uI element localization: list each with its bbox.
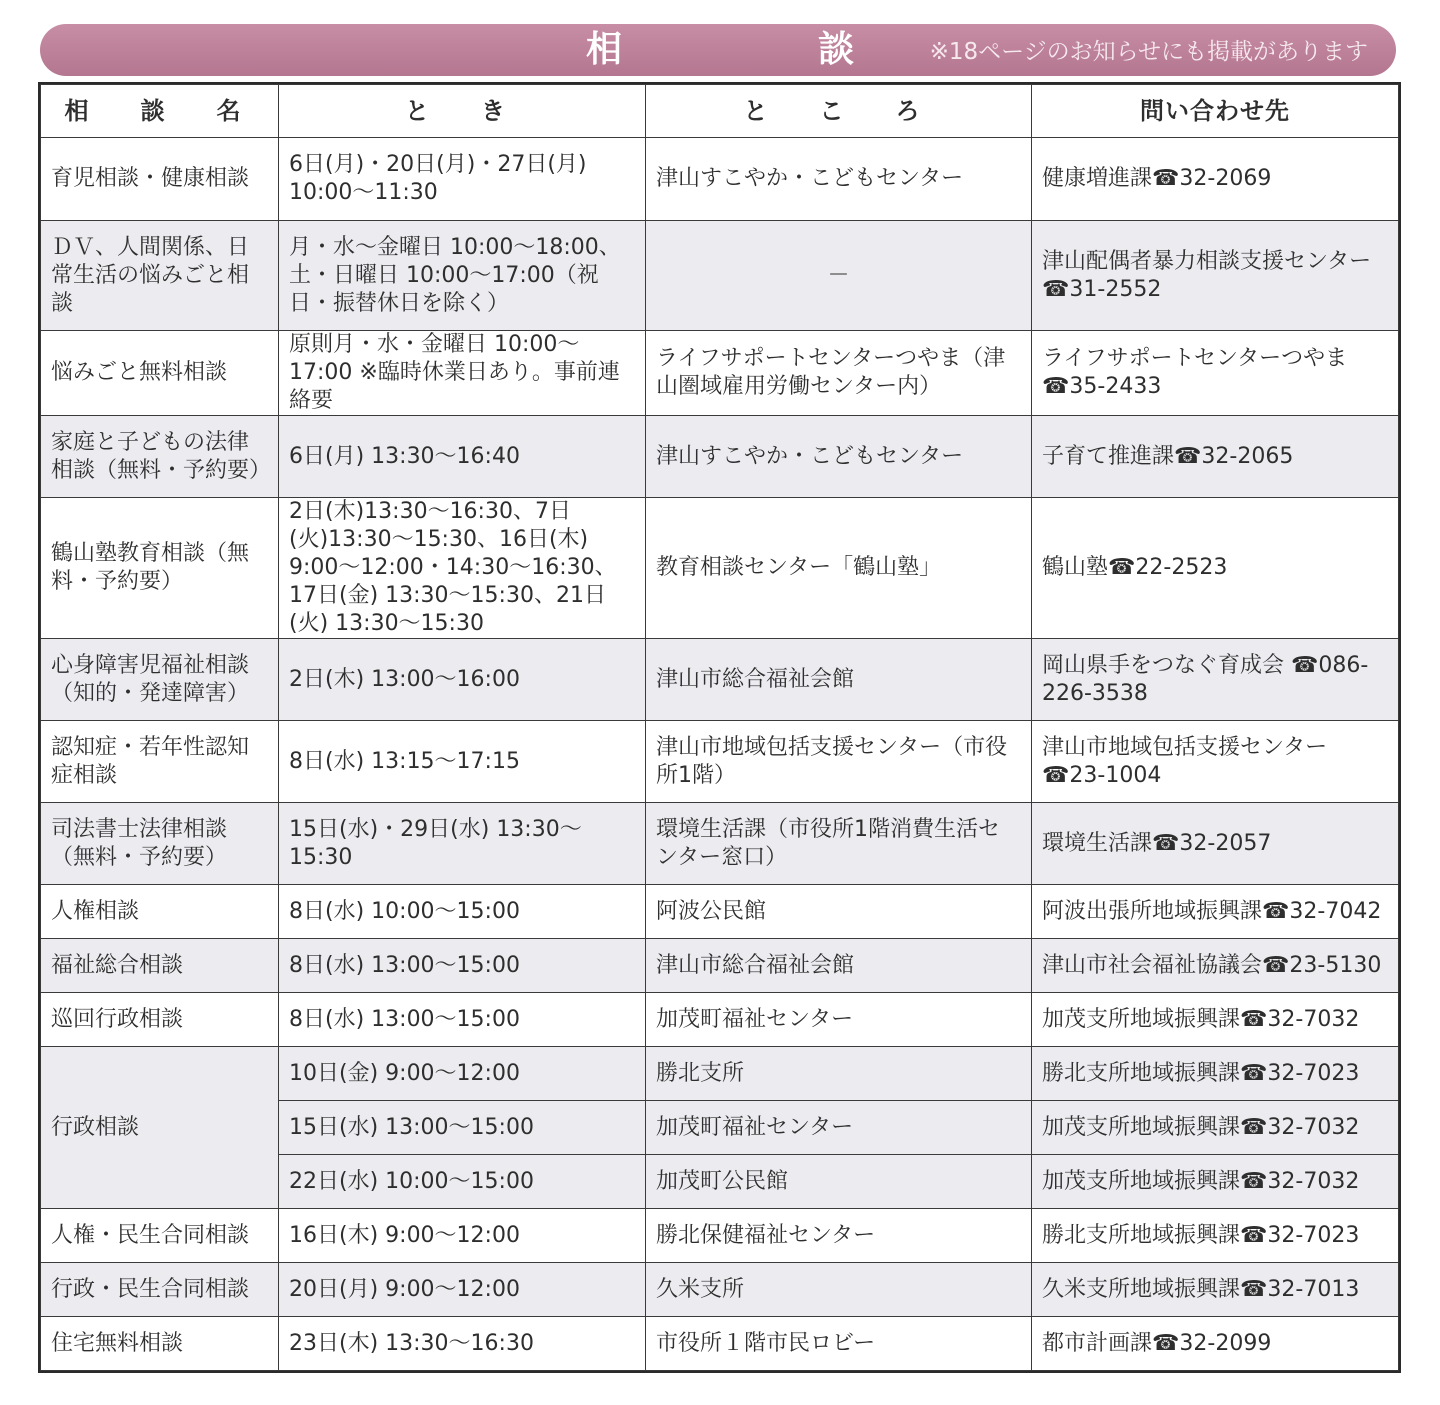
- cell-where: 津山すこやか・こどもセンター: [646, 138, 1032, 221]
- table-row: [41, 1317, 1399, 1371]
- cell-contact: 津山配偶者暴力相談支援センター☎31-2552: [1032, 221, 1399, 331]
- table-row: [41, 993, 1399, 1047]
- cell-when: 10日(金) 9:00〜12:00: [279, 1047, 646, 1101]
- cell-where: 市役所１階市民ロビー: [646, 1317, 1032, 1371]
- table-row: [41, 803, 1399, 885]
- cell-when: 8日(水) 10:00〜15:00: [279, 885, 646, 939]
- header-contact: 問い合わせ先: [1032, 85, 1399, 138]
- cell-name: 福祉総合相談: [41, 939, 279, 993]
- table-row: [41, 1263, 1399, 1317]
- cell-name: 認知症・若年性認知症相談: [41, 721, 279, 803]
- cell-name: 家庭と子どもの法律相談（無料・予約要）: [41, 416, 279, 498]
- cell-where: 教育相談センター「鶴山塾」: [646, 498, 1032, 639]
- cell-contact: 都市計画課☎32-2099: [1032, 1317, 1399, 1371]
- cell-contact: 加茂支所地域振興課☎32-7032: [1032, 993, 1399, 1047]
- cell-where: 津山市総合福祉会館: [646, 939, 1032, 993]
- cell-where: 勝北保健福祉センター: [646, 1209, 1032, 1263]
- cell-where: 津山市総合福祉会館: [646, 639, 1032, 721]
- cell-contact: 子育て推進課☎32-2065: [1032, 416, 1399, 498]
- cell-where: 環境生活課（市役所1階消費生活センター窓口）: [646, 803, 1032, 885]
- table-row: [41, 416, 1399, 498]
- cell-name: 人権・民生合同相談: [41, 1209, 279, 1263]
- cell-where: 久米支所: [646, 1263, 1032, 1317]
- cell-contact: ライフサポートセンターつやま ☎35-2433: [1032, 331, 1399, 416]
- table-row: [41, 221, 1399, 331]
- cell-when: 15日(水)・29日(水) 13:30〜15:30: [279, 803, 646, 885]
- cell-when: 8日(水) 13:00〜15:00: [279, 939, 646, 993]
- cell-contact: 勝北支所地域振興課☎32-7023: [1032, 1047, 1399, 1101]
- cell-name: ＤＶ、人間関係、日常生活の悩みごと相談: [41, 221, 279, 331]
- cell-where: 津山すこやか・こどもセンター: [646, 416, 1032, 498]
- cell-contact: 鶴山塾☎22-2523: [1032, 498, 1399, 639]
- cell-where: 加茂町福祉センター: [646, 993, 1032, 1047]
- cell-where: ライフサポートセンターつやま（津山圏域雇用労働センター内）: [646, 331, 1032, 416]
- cell-where: 加茂町福祉センター: [646, 1101, 1032, 1155]
- cell-contact: 阿波出張所地域振興課☎32-7042: [1032, 885, 1399, 939]
- table-row: [41, 1047, 1399, 1101]
- cell-contact: 環境生活課☎32-2057: [1032, 803, 1399, 885]
- cell-when: 月・水〜金曜日 10:00〜18:00、土・日曜日 10:00〜17:00（祝日・振替休日を除く）: [279, 221, 646, 331]
- header-name: 相 談 名: [41, 85, 279, 138]
- cell-when: 2日(木)13:30〜16:30、7日(火)13:30〜15:30、16日(木) 9:00〜12:00・14:30〜16:30、17日(金) 13:30〜15:30、21日(火) 13:30〜15:30: [279, 498, 646, 639]
- cell-contact: 津山市社会福祉協議会☎23-5130: [1032, 939, 1399, 993]
- table-row: [41, 331, 1399, 416]
- cell-name: 司法書士法律相談（無料・予約要）: [41, 803, 279, 885]
- cell-contact: 加茂支所地域振興課☎32-7032: [1032, 1101, 1399, 1155]
- cell-name: 行政相談: [41, 1047, 279, 1209]
- table-row: [41, 138, 1399, 221]
- cell-when: 20日(月) 9:00〜12:00: [279, 1263, 646, 1317]
- cell-when: 15日(水) 13:00〜15:00: [279, 1101, 646, 1155]
- cell-contact: 岡山県手をつなぐ育成会 ☎086-226-3538: [1032, 639, 1399, 721]
- cell-contact: 健康増進課☎32-2069: [1032, 138, 1399, 221]
- cell-when: 16日(木) 9:00〜12:00: [279, 1209, 646, 1263]
- cell-name: 巡回行政相談: [41, 993, 279, 1047]
- cell-name: 心身障害児福祉相談（知的・発達障害）: [41, 639, 279, 721]
- cell-name: 鶴山塾教育相談（無料・予約要）: [41, 498, 279, 639]
- header-where: と こ ろ: [646, 85, 1032, 138]
- cell-when: 6日(月) 13:30〜16:40: [279, 416, 646, 498]
- table-row: [41, 1209, 1399, 1263]
- cell-when: 6日(月)・20日(月)・27日(月) 10:00〜11:30: [279, 138, 646, 221]
- header-when: と き: [279, 85, 646, 138]
- cell-name: 住宅無料相談: [41, 1317, 279, 1371]
- table-row: [41, 639, 1399, 721]
- cell-where: －: [646, 221, 1032, 331]
- cell-when: 23日(木) 13:30〜16:30: [279, 1317, 646, 1371]
- table-row: [41, 939, 1399, 993]
- section-note: ※18ページのお知らせにも掲載があります: [929, 39, 1368, 65]
- table-row: [41, 498, 1399, 639]
- cell-where: 勝北支所: [646, 1047, 1032, 1101]
- consultation-table: [40, 84, 1399, 1371]
- cell-contact: 津山市地域包括支援センター ☎23-1004: [1032, 721, 1399, 803]
- cell-contact: 勝北支所地域振興課☎32-7023: [1032, 1209, 1399, 1263]
- cell-when: 8日(水) 13:15〜17:15: [279, 721, 646, 803]
- cell-name: 悩みごと無料相談: [41, 331, 279, 416]
- table-row: [41, 885, 1399, 939]
- cell-when: 2日(木) 13:00〜16:00: [279, 639, 646, 721]
- cell-name: 育児相談・健康相談: [41, 138, 279, 221]
- cell-where: 加茂町公民館: [646, 1155, 1032, 1209]
- cell-contact: 久米支所地域振興課☎32-7013: [1032, 1263, 1399, 1317]
- cell-when: 8日(水) 13:00〜15:00: [279, 993, 646, 1047]
- cell-name: 人権相談: [41, 885, 279, 939]
- cell-when: 22日(水) 10:00〜15:00: [279, 1155, 646, 1209]
- table-row: [41, 721, 1399, 803]
- cell-name: 行政・民生合同相談: [41, 1263, 279, 1317]
- cell-where: 阿波公民館: [646, 885, 1032, 939]
- header-row: [41, 85, 1399, 138]
- cell-when: 原則月・水・金曜日 10:00〜17:00 ※臨時休業日あり。事前連絡要: [279, 331, 646, 416]
- section-title: 相 談: [585, 29, 934, 70]
- cell-where: 津山市地域包括支援センター（市役所1階）: [646, 721, 1032, 803]
- cell-contact: 加茂支所地域振興課☎32-7032: [1032, 1155, 1399, 1209]
